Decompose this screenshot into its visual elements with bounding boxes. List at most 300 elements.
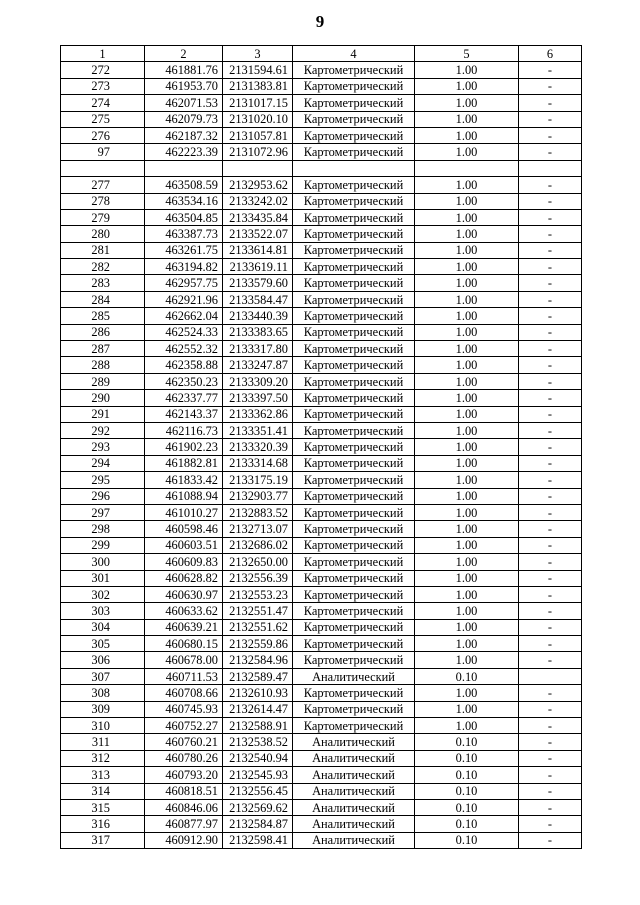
point-number-cell: 299 (61, 537, 145, 553)
table-row (61, 816, 582, 832)
accuracy-cell: 1.00 (415, 177, 519, 193)
x-coordinate-cell: 463387.73 (145, 226, 223, 242)
method-cell: Картометрический (293, 390, 415, 406)
y-coordinate-cell: 2132589.47 (223, 668, 293, 684)
table-row (61, 472, 582, 488)
column-header: 3 (223, 46, 293, 62)
point-number-cell: 274 (61, 95, 145, 111)
method-cell: Аналитический (293, 832, 415, 848)
note-cell: - (519, 521, 582, 537)
x-coordinate-cell: 462337.77 (145, 390, 223, 406)
accuracy-cell: 1.00 (415, 357, 519, 373)
method-cell: Картометрический (293, 488, 415, 504)
x-coordinate-cell: 462921.96 (145, 291, 223, 307)
table-row (61, 832, 582, 848)
method-cell: Картометрический (293, 504, 415, 520)
y-coordinate-cell: 2133435.84 (223, 209, 293, 225)
method-cell: Аналитический (293, 668, 415, 684)
note-cell: - (519, 95, 582, 111)
y-coordinate-cell: 2131594.61 (223, 62, 293, 78)
point-number-cell: 272 (61, 62, 145, 78)
x-coordinate-cell: 460877.97 (145, 816, 223, 832)
y-coordinate-cell: 2132614.47 (223, 701, 293, 717)
method-cell: Аналитический (293, 767, 415, 783)
accuracy-cell: 1.00 (415, 275, 519, 291)
table-row (61, 308, 582, 324)
y-coordinate-cell: 2133579.60 (223, 275, 293, 291)
point-number-cell: 293 (61, 439, 145, 455)
point-number-cell: 284 (61, 291, 145, 307)
x-coordinate-cell: 460752.27 (145, 718, 223, 734)
column-header: 5 (415, 46, 519, 62)
point-number-cell: 304 (61, 619, 145, 635)
y-coordinate-cell: 2133619.11 (223, 259, 293, 275)
method-cell: Картометрический (293, 685, 415, 701)
y-coordinate-cell: 2132556.39 (223, 570, 293, 586)
point-number-cell: 282 (61, 259, 145, 275)
table-row (61, 799, 582, 815)
x-coordinate-cell: 460793.20 (145, 767, 223, 783)
accuracy-cell: 0.10 (415, 767, 519, 783)
x-coordinate-cell: 463504.85 (145, 209, 223, 225)
note-cell: - (519, 275, 582, 291)
column-header: 1 (61, 46, 145, 62)
accuracy-cell: 1.00 (415, 718, 519, 734)
method-cell: Картометрический (293, 537, 415, 553)
table-row (61, 488, 582, 504)
note-cell: - (519, 341, 582, 357)
x-coordinate-cell: 463194.82 (145, 259, 223, 275)
y-coordinate-cell: 2131020.10 (223, 111, 293, 127)
method-cell: Картометрический (293, 242, 415, 258)
x-coordinate-cell: 460680.15 (145, 636, 223, 652)
method-cell: Картометрический (293, 78, 415, 94)
y-coordinate-cell: 2133397.50 (223, 390, 293, 406)
note-cell: - (519, 652, 582, 668)
x-coordinate-cell: 463261.75 (145, 242, 223, 258)
note-cell: - (519, 537, 582, 553)
table-row (61, 291, 582, 307)
point-number-cell: 290 (61, 390, 145, 406)
y-coordinate-cell: 2132551.47 (223, 603, 293, 619)
x-coordinate-cell: 462524.33 (145, 324, 223, 340)
accuracy-cell: 1.00 (415, 95, 519, 111)
table-row (61, 603, 582, 619)
point-number-cell: 291 (61, 406, 145, 422)
method-cell: Картометрический (293, 291, 415, 307)
accuracy-cell: 1.00 (415, 324, 519, 340)
note-cell: - (519, 259, 582, 275)
note-cell: - (519, 455, 582, 471)
note-cell: - (519, 373, 582, 389)
y-coordinate-cell: 2132903.77 (223, 488, 293, 504)
y-coordinate-cell: 2131072.96 (223, 144, 293, 160)
accuracy-cell: 1.00 (415, 78, 519, 94)
point-number-cell: 301 (61, 570, 145, 586)
accuracy-cell: 1.00 (415, 619, 519, 635)
accuracy-cell: 1.00 (415, 472, 519, 488)
point-number-cell (61, 160, 145, 176)
method-cell: Картометрический (293, 226, 415, 242)
coordinates-table (60, 45, 582, 849)
method-cell: Картометрический (293, 652, 415, 668)
x-coordinate-cell: 461088.94 (145, 488, 223, 504)
note-cell: - (519, 750, 582, 766)
note-cell: - (519, 62, 582, 78)
note-cell: - (519, 291, 582, 307)
table-header-row (61, 46, 582, 62)
accuracy-cell: 1.00 (415, 652, 519, 668)
note-cell: - (519, 603, 582, 619)
method-cell: Картометрический (293, 570, 415, 586)
y-coordinate-cell: 2132584.87 (223, 816, 293, 832)
x-coordinate-cell: 460639.21 (145, 619, 223, 635)
accuracy-cell: 1.00 (415, 504, 519, 520)
method-cell: Картометрический (293, 373, 415, 389)
point-number-cell: 287 (61, 341, 145, 357)
note-cell: - (519, 357, 582, 373)
point-number-cell: 315 (61, 799, 145, 815)
y-coordinate-cell: 2132540.94 (223, 750, 293, 766)
point-number-cell: 288 (61, 357, 145, 373)
y-coordinate-cell (223, 160, 293, 176)
table-row (61, 324, 582, 340)
x-coordinate-cell: 461881.76 (145, 62, 223, 78)
table-row (61, 209, 582, 225)
point-number-cell: 306 (61, 652, 145, 668)
point-number-cell: 276 (61, 127, 145, 143)
method-cell: Картометрический (293, 111, 415, 127)
table-row (61, 701, 582, 717)
note-cell: - (519, 406, 582, 422)
x-coordinate-cell: 461010.27 (145, 504, 223, 520)
point-number-cell: 312 (61, 750, 145, 766)
accuracy-cell: 1.00 (415, 308, 519, 324)
point-number-cell: 313 (61, 767, 145, 783)
accuracy-cell: 1.00 (415, 373, 519, 389)
table-row (61, 390, 582, 406)
table-row (61, 636, 582, 652)
method-cell: Картометрический (293, 521, 415, 537)
point-number-cell: 283 (61, 275, 145, 291)
y-coordinate-cell: 2131017.15 (223, 95, 293, 111)
point-number-cell: 300 (61, 554, 145, 570)
note-cell: - (519, 488, 582, 504)
table-row (61, 144, 582, 160)
method-cell: Картометрический (293, 193, 415, 209)
y-coordinate-cell: 2131057.81 (223, 127, 293, 143)
method-cell (293, 160, 415, 176)
note-cell: - (519, 586, 582, 602)
accuracy-cell: 1.00 (415, 390, 519, 406)
accuracy-cell: 1.00 (415, 439, 519, 455)
accuracy-cell: 1.00 (415, 226, 519, 242)
method-cell: Картометрический (293, 127, 415, 143)
x-coordinate-cell: 462116.73 (145, 422, 223, 438)
y-coordinate-cell: 2132598.41 (223, 832, 293, 848)
y-coordinate-cell: 2132569.62 (223, 799, 293, 815)
method-cell: Картометрический (293, 422, 415, 438)
point-number-cell: 277 (61, 177, 145, 193)
table-row (61, 455, 582, 471)
x-coordinate-cell: 460628.82 (145, 570, 223, 586)
table-row (61, 685, 582, 701)
point-number-cell: 305 (61, 636, 145, 652)
accuracy-cell: 0.10 (415, 816, 519, 832)
x-coordinate-cell: 461833.42 (145, 472, 223, 488)
note-cell: - (519, 472, 582, 488)
accuracy-cell: 1.00 (415, 341, 519, 357)
x-coordinate-cell: 460633.62 (145, 603, 223, 619)
x-coordinate-cell: 462957.75 (145, 275, 223, 291)
note-cell: - (519, 78, 582, 94)
note-cell: - (519, 734, 582, 750)
table-row (61, 275, 582, 291)
accuracy-cell: 1.00 (415, 291, 519, 307)
accuracy-cell: 1.00 (415, 521, 519, 537)
y-coordinate-cell: 2132610.93 (223, 685, 293, 701)
y-coordinate-cell: 2132650.00 (223, 554, 293, 570)
table-row (61, 554, 582, 570)
point-number-cell: 280 (61, 226, 145, 242)
table-row (61, 422, 582, 438)
note-cell: - (519, 570, 582, 586)
point-number-cell: 314 (61, 783, 145, 799)
table-row (61, 537, 582, 553)
accuracy-cell: 1.00 (415, 193, 519, 209)
y-coordinate-cell: 2133362.86 (223, 406, 293, 422)
point-number-cell: 273 (61, 78, 145, 94)
y-coordinate-cell: 2132538.52 (223, 734, 293, 750)
x-coordinate-cell: 460711.53 (145, 668, 223, 684)
x-coordinate-cell: 460846.06 (145, 799, 223, 815)
method-cell: Картометрический (293, 619, 415, 635)
table-row (61, 570, 582, 586)
table-row (61, 504, 582, 520)
accuracy-cell: 0.10 (415, 668, 519, 684)
method-cell: Аналитический (293, 799, 415, 815)
accuracy-cell: 1.00 (415, 144, 519, 160)
table-row (61, 586, 582, 602)
accuracy-cell: 1.00 (415, 488, 519, 504)
x-coordinate-cell: 461953.70 (145, 78, 223, 94)
note-cell: - (519, 619, 582, 635)
method-cell: Картометрический (293, 341, 415, 357)
note-cell: - (519, 701, 582, 717)
note-cell: - (519, 439, 582, 455)
accuracy-cell: 1.00 (415, 554, 519, 570)
note-cell: - (519, 308, 582, 324)
method-cell: Картометрический (293, 324, 415, 340)
y-coordinate-cell: 2132588.91 (223, 718, 293, 734)
table-row (61, 226, 582, 242)
note-cell: - (519, 504, 582, 520)
y-coordinate-cell: 2132551.62 (223, 619, 293, 635)
accuracy-cell: 1.00 (415, 259, 519, 275)
method-cell: Картометрический (293, 275, 415, 291)
y-coordinate-cell: 2132545.93 (223, 767, 293, 783)
point-number-cell: 275 (61, 111, 145, 127)
point-number-cell: 279 (61, 209, 145, 225)
x-coordinate-cell: 461882.81 (145, 455, 223, 471)
accuracy-cell: 1.00 (415, 636, 519, 652)
accuracy-cell (415, 160, 519, 176)
note-cell: - (519, 718, 582, 734)
y-coordinate-cell: 2133320.39 (223, 439, 293, 455)
table-row (61, 619, 582, 635)
point-number-cell: 317 (61, 832, 145, 848)
point-number-cell: 292 (61, 422, 145, 438)
point-number-cell: 298 (61, 521, 145, 537)
accuracy-cell: 1.00 (415, 455, 519, 471)
accuracy-cell: 0.10 (415, 832, 519, 848)
method-cell: Картометрический (293, 95, 415, 111)
point-number-cell: 296 (61, 488, 145, 504)
point-number-cell: 316 (61, 816, 145, 832)
note-cell: - (519, 799, 582, 815)
x-coordinate-cell: 462662.04 (145, 308, 223, 324)
accuracy-cell: 1.00 (415, 701, 519, 717)
method-cell: Аналитический (293, 816, 415, 832)
note-cell: - (519, 177, 582, 193)
x-coordinate-cell: 460912.90 (145, 832, 223, 848)
note-cell (519, 160, 582, 176)
table-row (61, 62, 582, 78)
table-row (61, 177, 582, 193)
accuracy-cell: 1.00 (415, 406, 519, 422)
accuracy-cell: 0.10 (415, 750, 519, 766)
x-coordinate-cell: 462358.88 (145, 357, 223, 373)
page-number: 9 (315, 12, 325, 31)
table-row (61, 718, 582, 734)
table-row (61, 78, 582, 94)
y-coordinate-cell: 2133522.07 (223, 226, 293, 242)
x-coordinate-cell: 462223.39 (145, 144, 223, 160)
note-cell (519, 668, 582, 684)
method-cell: Аналитический (293, 734, 415, 750)
note-cell: - (519, 422, 582, 438)
method-cell: Картометрический (293, 586, 415, 602)
y-coordinate-cell: 2133175.19 (223, 472, 293, 488)
y-coordinate-cell: 2132584.96 (223, 652, 293, 668)
accuracy-cell: 0.10 (415, 783, 519, 799)
accuracy-cell: 1.00 (415, 242, 519, 258)
table-row (61, 767, 582, 783)
x-coordinate-cell: 462552.32 (145, 341, 223, 357)
method-cell: Картометрический (293, 144, 415, 160)
y-coordinate-cell: 2133314.68 (223, 455, 293, 471)
method-cell: Картометрический (293, 554, 415, 570)
x-coordinate-cell: 460780.26 (145, 750, 223, 766)
x-coordinate-cell: 462143.37 (145, 406, 223, 422)
accuracy-cell: 1.00 (415, 570, 519, 586)
x-coordinate-cell: 463534.16 (145, 193, 223, 209)
point-number-cell: 309 (61, 701, 145, 717)
accuracy-cell: 1.00 (415, 603, 519, 619)
y-coordinate-cell: 2132686.02 (223, 537, 293, 553)
x-coordinate-cell: 460678.00 (145, 652, 223, 668)
point-number-cell: 286 (61, 324, 145, 340)
note-cell: - (519, 324, 582, 340)
y-coordinate-cell: 2132953.62 (223, 177, 293, 193)
x-coordinate-cell (145, 160, 223, 176)
method-cell: Картометрический (293, 701, 415, 717)
table-body (61, 62, 582, 849)
accuracy-cell: 1.00 (415, 127, 519, 143)
note-cell: - (519, 554, 582, 570)
note-cell: - (519, 816, 582, 832)
y-coordinate-cell: 2133309.20 (223, 373, 293, 389)
accuracy-cell: 0.10 (415, 734, 519, 750)
y-coordinate-cell: 2133242.02 (223, 193, 293, 209)
y-coordinate-cell: 2133383.65 (223, 324, 293, 340)
table-row (61, 242, 582, 258)
method-cell: Картометрический (293, 718, 415, 734)
point-number-cell: 294 (61, 455, 145, 471)
table-row (61, 406, 582, 422)
table-row (61, 127, 582, 143)
point-number-cell: 97 (61, 144, 145, 160)
x-coordinate-cell: 460609.83 (145, 554, 223, 570)
point-number-cell: 295 (61, 472, 145, 488)
table-row (61, 341, 582, 357)
method-cell: Аналитический (293, 750, 415, 766)
note-cell: - (519, 783, 582, 799)
method-cell: Картометрический (293, 636, 415, 652)
accuracy-cell: 1.00 (415, 685, 519, 701)
y-coordinate-cell: 2132559.86 (223, 636, 293, 652)
point-number-cell: 307 (61, 668, 145, 684)
y-coordinate-cell: 2132713.07 (223, 521, 293, 537)
x-coordinate-cell: 460630.97 (145, 586, 223, 602)
y-coordinate-cell: 2132553.23 (223, 586, 293, 602)
y-coordinate-cell: 2132883.52 (223, 504, 293, 520)
method-cell: Картометрический (293, 259, 415, 275)
method-cell: Аналитический (293, 783, 415, 799)
method-cell: Картометрический (293, 62, 415, 78)
point-number-cell: 310 (61, 718, 145, 734)
note-cell: - (519, 636, 582, 652)
point-number-cell: 297 (61, 504, 145, 520)
table-row (61, 668, 582, 684)
method-cell: Картометрический (293, 177, 415, 193)
x-coordinate-cell: 462079.73 (145, 111, 223, 127)
note-cell: - (519, 767, 582, 783)
note-cell: - (519, 144, 582, 160)
point-number-cell: 289 (61, 373, 145, 389)
x-coordinate-cell: 460603.51 (145, 537, 223, 553)
table-row (61, 521, 582, 537)
note-cell: - (519, 242, 582, 258)
table-row (61, 259, 582, 275)
y-coordinate-cell: 2133614.81 (223, 242, 293, 258)
x-coordinate-cell: 460818.51 (145, 783, 223, 799)
table-row (61, 357, 582, 373)
note-cell: - (519, 832, 582, 848)
y-coordinate-cell: 2133440.39 (223, 308, 293, 324)
table-row (61, 439, 582, 455)
accuracy-cell: 1.00 (415, 537, 519, 553)
point-number-cell: 281 (61, 242, 145, 258)
note-cell: - (519, 193, 582, 209)
column-header: 4 (293, 46, 415, 62)
point-number-cell: 285 (61, 308, 145, 324)
x-coordinate-cell: 462071.53 (145, 95, 223, 111)
y-coordinate-cell: 2132556.45 (223, 783, 293, 799)
y-coordinate-cell: 2133317.80 (223, 341, 293, 357)
note-cell: - (519, 209, 582, 225)
x-coordinate-cell: 460708.66 (145, 685, 223, 701)
